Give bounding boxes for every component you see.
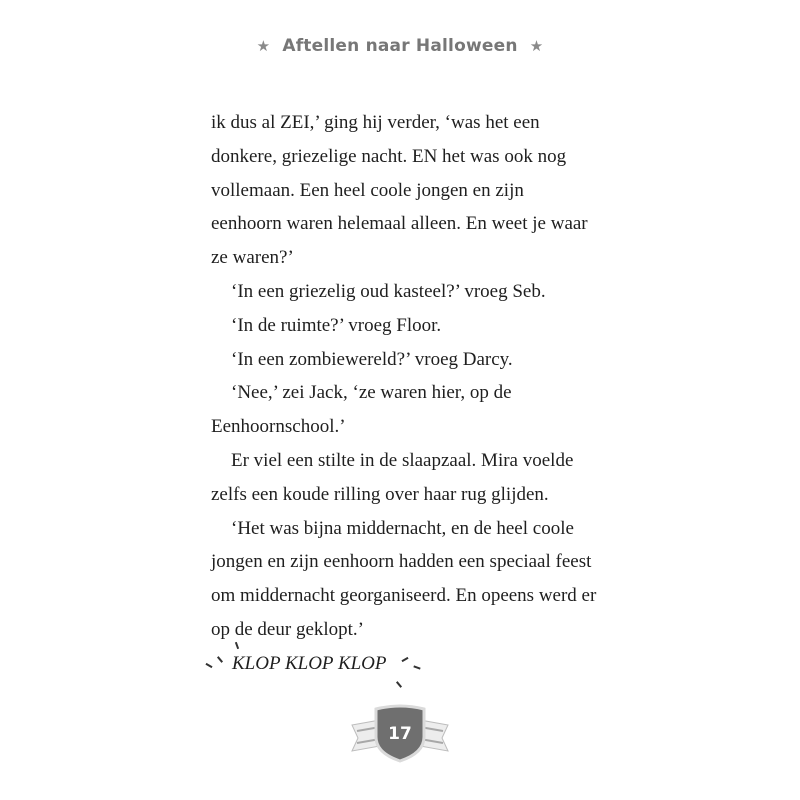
page-number-badge — [340, 703, 460, 763]
motion-tick — [217, 656, 223, 663]
text-line: jongen en zijn eenhoorn hadden een speciaal feest — [211, 551, 592, 573]
star-icon: ★ — [256, 37, 271, 55]
page-number: 17 — [388, 724, 412, 744]
motion-tick — [205, 663, 212, 668]
text-line: ‘Het was bijna middernacht, en de heel coole — [231, 517, 574, 539]
chapter-title: Aftellen naar Halloween — [282, 36, 518, 56]
text-line: ‘In een zombiewereld?’ vroeg Darcy. — [231, 348, 513, 370]
story-text — [211, 106, 631, 647]
sound-effect-text: KLOP KLOP KLOP — [232, 653, 387, 674]
text-line: eenhoorn waren helemaal alleen. En weet je waar — [211, 213, 588, 235]
text-line: ik dus al ZEI,’ ging hij verder, ‘was het een — [211, 112, 540, 133]
star-icon: ★ — [529, 37, 544, 55]
text-line: Er viel een stilte in de slaapzaal. Mira voelde — [231, 449, 574, 471]
motion-tick — [396, 681, 402, 688]
text-line: ‘Nee,’ zei Jack, ‘ze waren hier, op de — [231, 382, 512, 404]
text-line: zelfs een koude rilling over haar rug glijden. — [211, 483, 549, 505]
motion-tick — [413, 665, 420, 669]
text-line: ‘In de ruimte?’ vroeg Floor. — [231, 314, 442, 336]
motion-tick — [401, 657, 408, 662]
running-header — [0, 36, 800, 56]
text-line: ze waren?’ — [211, 247, 294, 269]
text-line: vollemaan. Een heel coole jongen en zijn — [211, 179, 524, 201]
text-line: donkere, griezelige nacht. EN het was ook nog — [211, 145, 567, 167]
text-line: ‘In een griezelig oud kasteel?’ vroeg Seb. — [231, 280, 546, 302]
text-line: Eenhoornschool.’ — [211, 416, 346, 438]
text-line: op de deur geklopt.’ — [211, 618, 365, 640]
badge-graphic — [340, 703, 460, 763]
text-line: om middernacht georganiseerd. En opeens werd er — [211, 585, 597, 607]
